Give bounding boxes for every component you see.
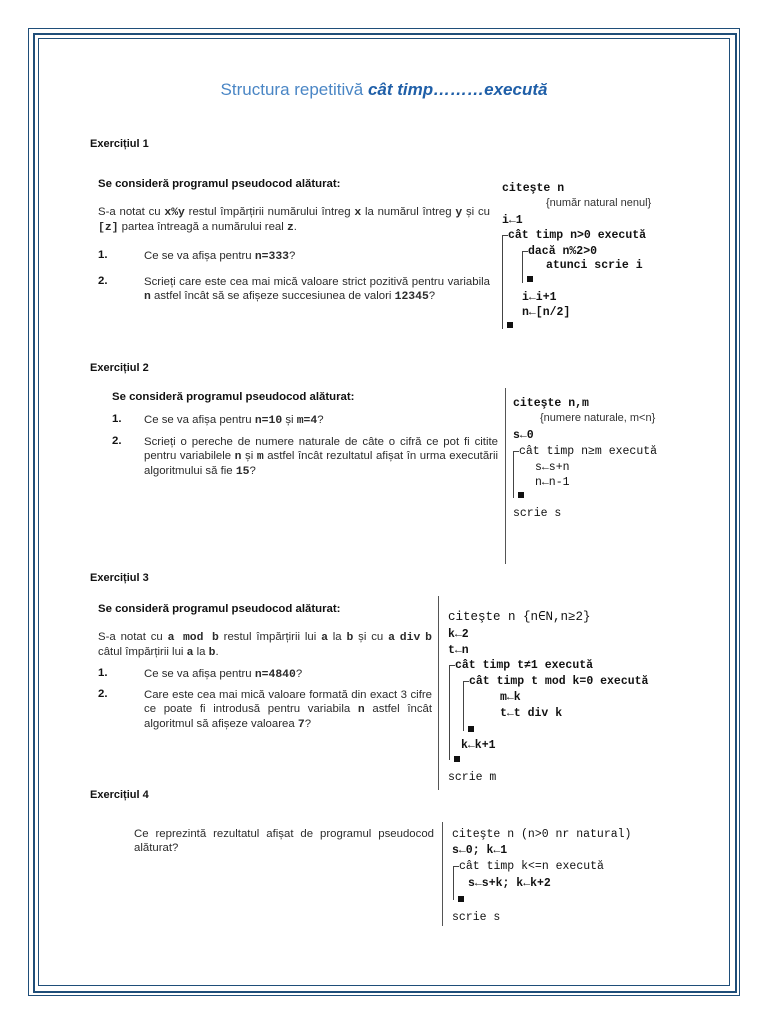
exercise-3-intro: Se consideră programul pseudocod alăturat: bbox=[98, 603, 341, 615]
exercise-2-intro: Se consideră programul pseudocod alăturat: bbox=[112, 391, 355, 403]
code-line: cât timp n≥m execută bbox=[519, 445, 658, 458]
code-line: atunci scrie i bbox=[546, 259, 643, 272]
exercise-1-note: S-a notat cu x%y restul împărțirii numărului întreg x la numărul întreg y și cu [z] partea întreagă a numărului real z. bbox=[98, 206, 490, 234]
code-line: citeşte n,m bbox=[513, 397, 589, 410]
exercise-3-note: S-a notat cu a mod b restul împărțirii lui a la b și cu a div b câtul împărțirii lui a la b. bbox=[98, 631, 432, 659]
exercise-3-q1: Ce se va afișa pentru n=4840? bbox=[144, 668, 303, 681]
outer-loop-bracket bbox=[449, 665, 450, 760]
block-end-marker bbox=[527, 276, 533, 282]
code-line: i←i+1 bbox=[522, 291, 557, 304]
exercise-1-q2-number: 2. bbox=[98, 275, 108, 287]
exercise-1-q1: Ce se va afișa pentru n=333? bbox=[144, 250, 296, 263]
loop-bracket bbox=[453, 866, 454, 900]
code-line: s←0; k←1 bbox=[452, 844, 508, 857]
exercise-1-heading: Exercițiul 1 bbox=[90, 138, 149, 150]
exercise-2-heading: Exercițiul 2 bbox=[90, 362, 149, 374]
code-line: scrie s bbox=[452, 911, 501, 924]
code-line: cât timp k<=n execută bbox=[459, 860, 604, 873]
if-bracket bbox=[522, 251, 523, 283]
code-line: citeşte n bbox=[502, 182, 565, 195]
title-normal: Structura repetitivă bbox=[220, 80, 368, 99]
exercise-1-q2: Scrieți care este cea mai mică valoare strict pozitivă pentru variabila n astfel încât să se afișeze succesiunea de valori 12345? bbox=[144, 276, 490, 303]
block-end-marker bbox=[458, 896, 464, 902]
code-line: n←[n/2] bbox=[522, 306, 571, 319]
code-comment: {număr natural nenul} bbox=[546, 197, 652, 209]
block-end-marker bbox=[454, 756, 460, 762]
code-line: t←t div k bbox=[500, 707, 563, 720]
exercise-2-q1-number: 1. bbox=[112, 413, 122, 425]
code-line: n←n-1 bbox=[535, 476, 570, 489]
code-line: k←k+1 bbox=[461, 739, 496, 752]
block-end-marker bbox=[518, 492, 524, 498]
code-line: t←n bbox=[448, 644, 469, 657]
code-line: cât timp t mod k=0 execută bbox=[469, 675, 649, 688]
code-line: cât timp t≠1 execută bbox=[455, 659, 594, 672]
page-title bbox=[0, 80, 768, 100]
inner-loop-bracket bbox=[463, 681, 464, 731]
exercise-1-intro: Se consideră programul pseudocod alăturat: bbox=[98, 178, 341, 190]
exercise-4-heading: Exercițiul 4 bbox=[90, 789, 149, 801]
code-line: citeşte n {n∈N,n≥2} bbox=[448, 610, 591, 624]
column-separator bbox=[438, 596, 439, 790]
code-line: s←0 bbox=[513, 429, 534, 442]
loop-bracket bbox=[513, 451, 514, 498]
exercise-2-q2: Scrieți o pereche de numere naturale de câte o cifră ce pot fi citite pentru variabilele n și m astfel încât rezultatul afișat în urma executării algoritmului să fie 15? bbox=[144, 436, 499, 478]
exercise-2-q1: Ce se va afișa pentru n=10 și m=4? bbox=[144, 414, 324, 427]
code-line: cât timp n>0 execută bbox=[508, 229, 647, 242]
exercise-4-question: Ce reprezintă rezultatul afișat de programul pseudocod alăturat? bbox=[134, 828, 434, 854]
column-separator bbox=[442, 822, 443, 926]
block-end-marker bbox=[507, 322, 513, 328]
code-line: scrie m bbox=[448, 771, 497, 784]
column-separator bbox=[505, 388, 506, 564]
code-line: k←2 bbox=[448, 628, 469, 641]
code-line: i←1 bbox=[502, 214, 523, 227]
loop-bracket bbox=[502, 235, 503, 329]
exercise-3-q1-number: 1. bbox=[98, 667, 108, 679]
exercise-3-q2-number: 2. bbox=[98, 688, 108, 700]
code-line: dacă n%2>0 bbox=[528, 245, 598, 258]
code-line: m←k bbox=[500, 691, 521, 704]
exercise-2-q2-number: 2. bbox=[112, 435, 122, 447]
code-line: s←s+k; k←k+2 bbox=[468, 877, 551, 890]
code-line: s←s+n bbox=[535, 461, 570, 474]
code-line: scrie s bbox=[513, 507, 562, 520]
title-emphasis: cât timp………execută bbox=[367, 80, 548, 99]
exercise-3-q2: Care este cea mai mică valoare formată din exact 3 cifre ce poate fi introdusă pentru variabila n astfel încât algoritmul să afișeze valoarea 7? bbox=[144, 689, 433, 731]
code-line: citeşte n (n>0 nr natural) bbox=[452, 828, 632, 841]
block-end-marker bbox=[468, 726, 474, 732]
exercise-1-q1-number: 1. bbox=[98, 249, 108, 261]
exercise-3-heading: Exercițiul 3 bbox=[90, 572, 149, 584]
code-comment: {numere naturale, m<n} bbox=[540, 412, 656, 424]
